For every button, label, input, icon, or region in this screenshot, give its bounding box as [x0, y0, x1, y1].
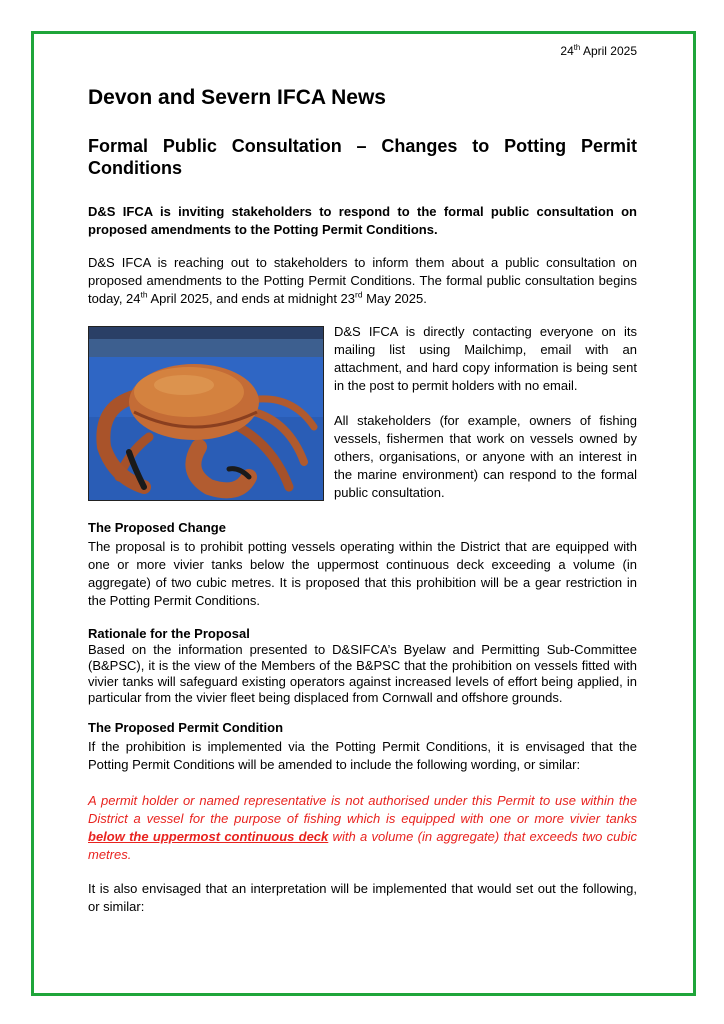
rationale-body: Based on the information presented to D&SIFCA’s Byelaw and Permitting Sub-Committee (B&PSC), it is the view of the Members of the B&PSC that the prohibition on vessels fitted with vivier tanks will safeguard existing operators against increased levels of effort being applied, in particular from the vivier fleet being displaced from Cornwall and offshore grounds.: [88, 642, 637, 705]
proposed-change-body: The proposal is to prohibit potting vessels operating within the District that are equipped with one or more vivier tanks below the uppermost continuous deck exceeding a volume (in aggregate) of two cubic metres. It is proposed that this prohibition will be a gear restriction in the Potting Permit Conditions.: [88, 539, 637, 608]
permit-condition-heading: The Proposed Permit Condition: [88, 720, 284, 735]
lead-paragraph: D&S IFCA is inviting stakeholders to respond to the formal public consultation on proposed amendments to the Potting Permit Conditions.: [88, 204, 637, 237]
article-title: Formal Public Consultation – Changes to Potting Permit Conditions: [88, 136, 637, 178]
intro-paragraph: D&S IFCA is reaching out to stakeholders to inform them about a public consultation on proposed amendments to the Potting Permit Conditions. The formal public consultation begins today, 24th April 2025, and ends at midnight 23rd May 2025.: [88, 255, 637, 306]
permit-condition-body: If the prohibition is implemented via the Potting Permit Conditions, it is envisaged that the Potting Permit Conditions will be amended to include the following wording, or similar:: [88, 739, 637, 772]
crab-photo: [88, 326, 324, 501]
proposed-wording-quote: A permit holder or named representative is not authorised under this Permit to use within the District a vessel for the purpose of fishing which is equipped with one or more vivier tanks below the uppermost continuous deck with a volume (in aggregate) that exceeds two cubic metres.: [88, 793, 637, 862]
page-title: Devon and Severn IFCA News: [88, 86, 386, 109]
publication-date: 24th April 2025: [560, 43, 637, 58]
proposed-change-heading: The Proposed Change: [88, 520, 226, 535]
crab-illustration: [89, 327, 324, 501]
contact-paragraph: D&S IFCA is directly contacting everyone on its mailing list using Mailchimp, email with an attachment, and hard copy information is being sent in the post to permit holders with no email.: [334, 324, 637, 393]
rationale-heading: Rationale for the Proposal: [88, 626, 250, 641]
quote-emphasis: below the uppermost continuous deck: [88, 829, 329, 844]
interpretation-paragraph: It is also envisaged that an interpretation will be implemented that would set out the following, or similar:: [88, 881, 637, 914]
stakeholders-paragraph: All stakeholders (for example, owners of fishing vessels, fishermen that work on vessels owned by others, organisations, or anyone with an interest in the marine environment) can respond to the formal public consultation.: [334, 413, 637, 500]
